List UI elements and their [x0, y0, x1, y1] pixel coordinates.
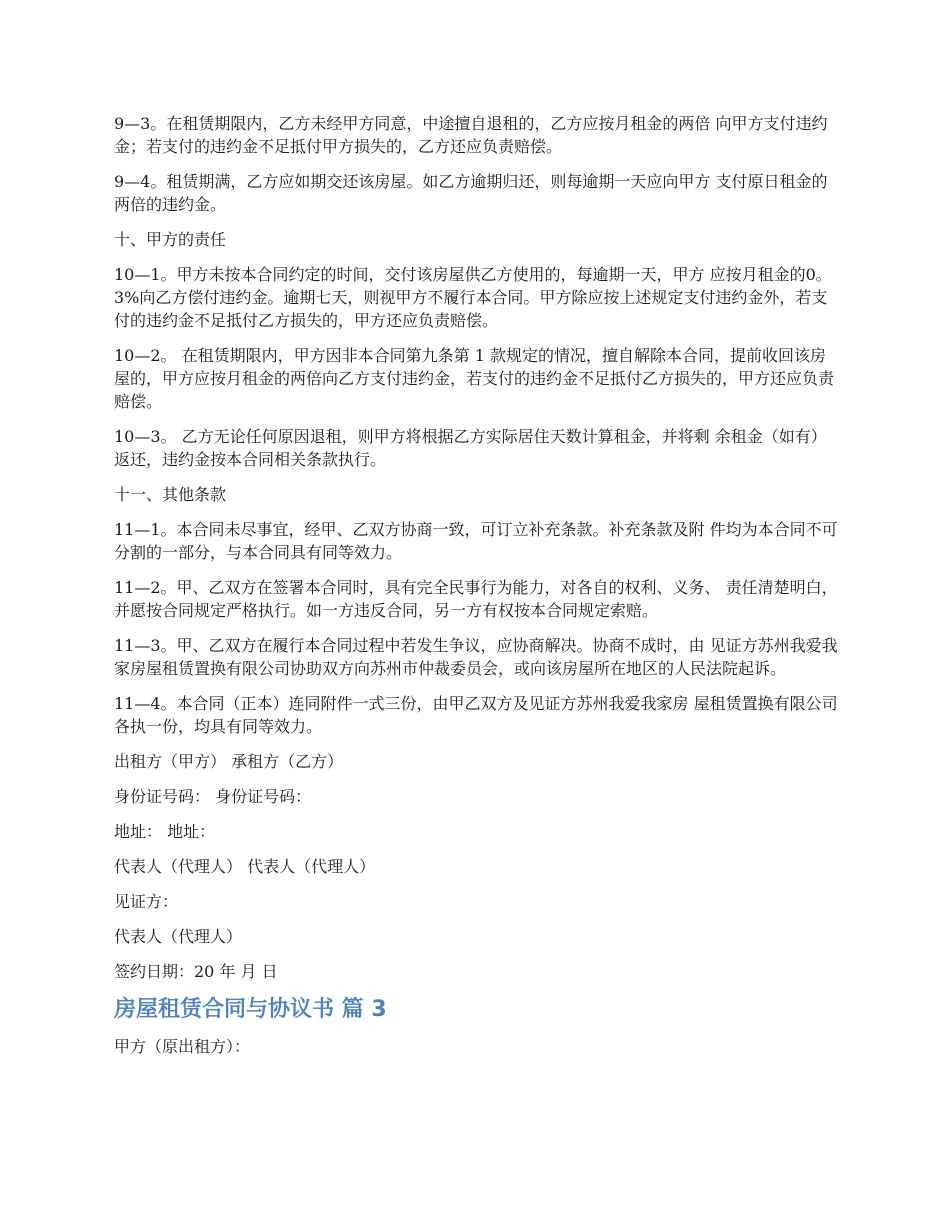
clause-11-1: 11—1。本合同未尽事宜，经甲、乙双方协商一致，可订立补充条款。补充条款及附 件均为本合同不可分割的一部分，与本合同具有同等效力。 — [114, 520, 838, 562]
signing-date: 签约日期：20 年 月 日 — [114, 962, 278, 981]
clause-11-3: 11—3。甲、乙双方在履行本合同过程中若发生争议，应协商解决。协商不成时，由 见证方苏州我爱我家房屋租赁置换有限公司协助双方向苏州市仲裁委员会，或向该房屋所在地区的人民法院起诉。 — [114, 636, 838, 678]
contract-body-bottom — [114, 1035, 838, 1058]
clause-9-4: 9—4。租赁期满，乙方应如期交还该房屋。如乙方逾期归还，则每逾期一天应向甲方 支付原日租金的两倍的违约金。 — [114, 172, 828, 214]
clause-10-1: 10—1。甲方未按本合同约定的时间，交付该房屋供乙方使用的，每逾期一天，甲方 应按月租金的0。3%向乙方偿付违约金。逾期七天，则视甲方不履行本合同。甲方除应按上述规定支付违约金外，若支付的违约金不足抵付乙方损失的，甲方还应负责赔偿。 — [114, 265, 832, 330]
signature-witness: 见证方： — [114, 892, 179, 911]
clause-11-2: 11—2。甲、乙双方在签署本合同时，具有完全民事行为能力，对各自的权利、义务、 责任清楚明白，并愿按合同规定严格执行。如一方违反合同，另一方有权按本合同规定索赔。 — [114, 578, 838, 620]
signature-representatives: 代表人（代理人） 代表人（代理人） — [114, 857, 376, 876]
section-title-10: 十、甲方的责任 — [114, 230, 227, 249]
clause-10-2: 10—2。 在租赁期限内，甲方因非本合同第九条第 1 款规定的情况，擅自解除本合同，提前收回该房屋的，甲方应按月租金的两倍向乙方支付违约金，若支付的违约金不足抵付乙方损失的，甲方还应负责赔偿。 — [114, 346, 835, 411]
clause-10-3: 10—3。 乙方无论任何原因退租，则甲方将根据乙方实际居住天数计算租金，并将剩 余租金（如有）返还，违约金按本合同相关条款执行。 — [114, 427, 827, 469]
party-a-original-lessor: 甲方（原出租方）： — [114, 1037, 251, 1056]
signature-addresses: 地址： 地址： — [114, 822, 216, 841]
clause-9-3: 9—3。在租赁期限内，乙方未经甲方同意，中途擅自退租的，乙方应按月租金的两倍 向甲方支付违约金；若支付的违约金不足抵付甲方损失的，乙方还应负责赔偿。 — [114, 114, 828, 156]
contract-body-top — [114, 112, 838, 983]
section-heading: 房屋租赁合同与协议书 篇 3 — [114, 997, 387, 1022]
section-title-11: 十一、其他条款 — [114, 485, 227, 504]
signature-id-numbers: 身份证号码： 身份证号码： — [114, 787, 312, 806]
signature-parties: 出租方（甲方） 承租方（乙方） — [114, 752, 344, 771]
clause-11-4: 11—4。本合同（正本）连同附件一式三份，由甲乙双方及见证方苏州我爱我家房 屋租赁置换有限公司各执一份，均具有同等效力。 — [114, 694, 838, 736]
signature-witness-representative: 代表人（代理人） — [114, 927, 243, 946]
